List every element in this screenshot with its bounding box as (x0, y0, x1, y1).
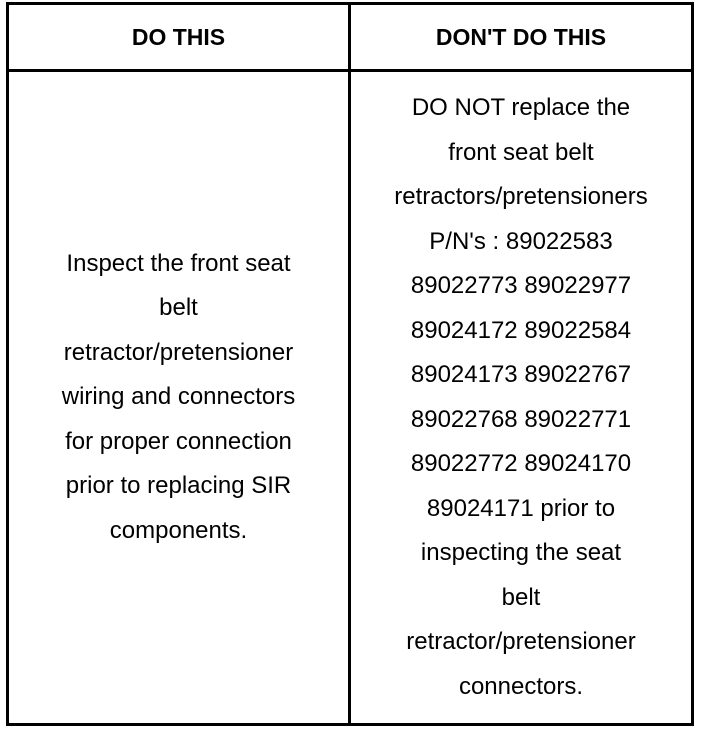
header-dont-do-this (351, 5, 691, 69)
dont-do-this-text: DO NOT replace the front seat belt retractors/pretensioners P/N's : 89022583 89022773 89022977 89024172 89022584 89024173 89022767 89022768 89022771 89022772 89024170 89024171 prior to inspecting the seat belt retractor/pretensioner connectors. (394, 94, 648, 700)
do-this-cell (9, 72, 348, 723)
header-dont-do-this-label: DON'T DO THIS (435, 23, 607, 50)
instruction-table (6, 2, 694, 726)
dont-do-this-cell (351, 72, 691, 723)
header-do-this (9, 5, 348, 69)
header-do-this-label: DO THIS (131, 23, 226, 50)
do-this-text: Inspect the front seat belt retractor/pretensioner wiring and connectors for proper connection prior to replacing SIR components. (61, 249, 296, 544)
table-border-right (691, 2, 694, 726)
